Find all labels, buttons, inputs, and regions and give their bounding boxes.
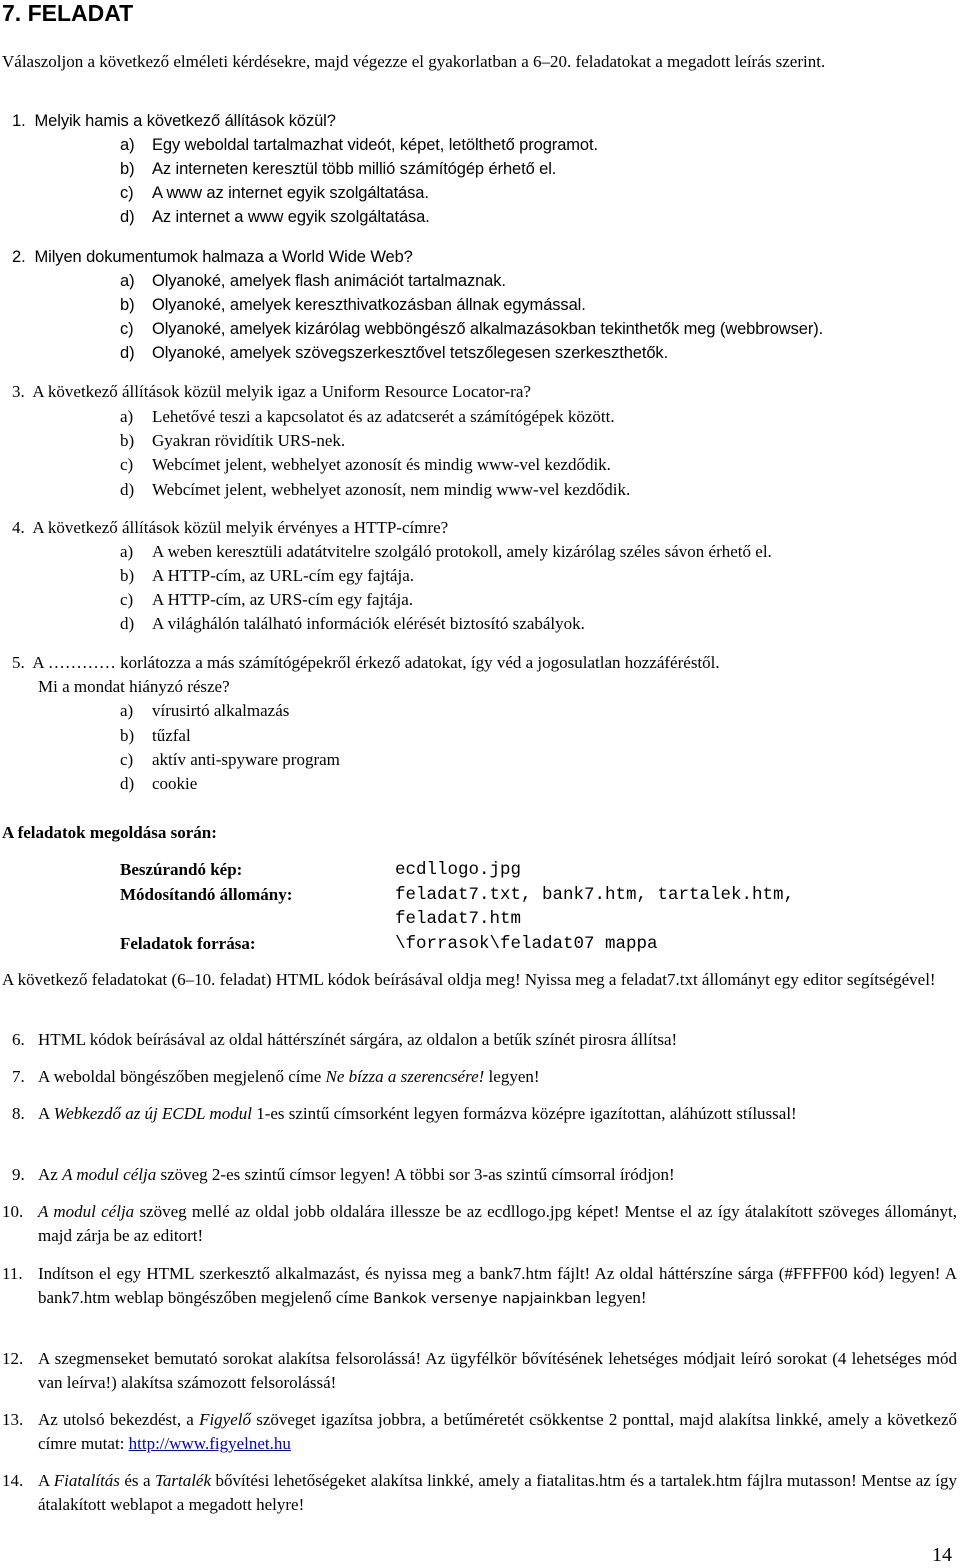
task-number: 9.	[12, 1165, 25, 1184]
page-title: 7. FELADAT	[2, 0, 134, 26]
modify-value-cont: feladat7.htm	[395, 909, 522, 929]
question-3-option-b: b) Gyakran rövidítik URS-nek.	[120, 431, 346, 450]
question-4-option-c: c) A HTTP-cím, az URS-cím egy fajtája.	[120, 590, 414, 609]
question-5-option-b: b) tűzfal	[120, 726, 191, 745]
source-value: \forrasok\feladat07 mappa	[395, 934, 658, 954]
task-8: 8. A Webkezdő az új ECDL modul 1-es szintű címsorként legyen formázva középre igazítottan, aláhúzott stílussal!	[12, 1102, 957, 1150]
question-2-option-c: c) Olyanoké, amelyek kizárólag webböngésző alkalmazásokban tekinthetők meg (webbrowser).	[120, 320, 824, 338]
task-number: 11.	[2, 1264, 23, 1283]
question-text: A ………… korlátozza a más számítógépekről érkező adatokat, így véd a jogosulatlan hozzáféréstől.	[32, 653, 720, 672]
task-number: 6.	[12, 1030, 25, 1049]
task-text: A szegmenseket bemutató sorokat alakítsa felsorolássá! Az ügyfélkör bővítésének lehetséges módjait leíró sorokat (4 lehetséges mód van leírva!) alakítsa számozott felsorolássá!	[38, 1349, 957, 1392]
question-4-option-b: b) A HTTP-cím, az URL-cím egy fajtája.	[120, 566, 414, 585]
question-3-option-d: d) Webcímet jelent, webhelyet azonosít, nem mindig www-vel kezdődik.	[120, 480, 631, 499]
task-11: 11. Indítson el egy HTML szerkesztő alkalmazást, és nyissa meg a bank7.htm fájlt! Az oldal háttérszíne sárga (#FFFF00 kód) legyen! A bank7.htm weblap böngészőben megjelenő címe Bankok versenye napjainkban legyen!	[2, 1264, 957, 1307]
emphasis-text: Webkezdő az új ECDL modul	[53, 1104, 252, 1123]
task-number: 12.	[2, 1349, 24, 1368]
image-value: ecdllogo.jpg	[395, 860, 522, 880]
question-1-option-b: b) Az interneten keresztül több millió számítógép érhető el.	[120, 160, 557, 178]
question-1-option-c: c) A www az internet egyik szolgáltatása.	[120, 184, 429, 202]
task-number: 8.	[12, 1104, 25, 1123]
solution-heading: A feladatok megoldása során:	[2, 823, 217, 842]
question-3-option-c: c) Webcímet jelent, webhelyet azonosít és mindig www-vel kezdődik.	[120, 455, 611, 474]
task-number: 10.	[2, 1202, 24, 1221]
emphasis-text: Figyelő	[199, 1410, 251, 1429]
intro-paragraph: Válaszoljon a következő elméleti kérdésekre, majd végezze el gyakorlatban a 6–20. feladatokat a megadott leírás szerint.	[2, 52, 826, 71]
modify-label: Módosítandó állomány:	[120, 885, 293, 904]
question-5-subtext: Mi a mondat hiányzó része?	[38, 677, 230, 696]
question-4-option-d: d) A világhálón található információk elérését biztosító szabályok.	[120, 614, 585, 633]
question-1-option-a: a) Egy weboldal tartalmazhat videót, képet, letölthető programot.	[120, 136, 598, 154]
task-9: 9. Az A modul célja szöveg 2-es szintű címsor legyen! A többi sor 3-as szintű címsorral íródjon!	[12, 1163, 957, 1187]
question-2-option-d: d) Olyanoké, amelyek szövegszerkesztővel tetszőlegesen szerkeszthetők.	[120, 344, 669, 362]
task-12	[2, 1347, 957, 1395]
question-5	[12, 651, 957, 675]
task-10: 10. A modul célja szöveg mellé az oldal jobb oldalára illessze be az ecdllogo.jpg képet! Mentse el az így átalakított szöveges állományt, majd zárja be az editort!	[2, 1202, 957, 1245]
instructions-paragraph: A következő feladatokat (6–10. feladat) HTML kódok beírásával oldja meg! Nyissa meg a feladat7.txt állományt egy editor segítségével!	[2, 970, 936, 989]
task-text: HTML kódok beírásával az oldal háttérszínét sárgára, az oldalon a betűk színét pirosra állítsa!	[38, 1030, 678, 1049]
task-number: 14.	[2, 1471, 24, 1490]
question-3-option-a: a) Lehetővé teszi a kapcsolatot és az adatcserét a számítógépek között.	[120, 407, 615, 426]
page-title-value: Bankok versenye napjainkban	[373, 1291, 592, 1307]
task-number: 7.	[12, 1067, 25, 1086]
question-number: 3.	[12, 382, 25, 401]
emphasis-text: A modul célja	[38, 1202, 135, 1221]
task-6	[12, 1028, 957, 1052]
question-text: Melyik hamis a következő állítások közül?	[34, 112, 336, 130]
question-number: 1.	[12, 112, 26, 130]
question-2	[12, 245, 413, 269]
emphasis-text: Ne bízza a szerencsére!	[325, 1067, 485, 1086]
question-2-option-a: a) Olyanoké, amelyek flash animációt tartalmaznak.	[120, 272, 506, 290]
question-5-option-c: c) aktív anti-spyware program	[120, 750, 340, 769]
emphasis-text: Fiatalítás	[53, 1471, 120, 1490]
task-13: 13. Az utolsó bekezdést, a Figyelő szöveget igazítsa jobbra, a betűméretét csökkentse 2 ponttal, majd alakítsa linkké, amely a következő címre mutat: http://www.figyelnet.hu	[2, 1410, 957, 1453]
figyelnet-link[interactable]: http://www.figyelnet.hu	[128, 1434, 291, 1453]
question-1-option-d: d) Az internet a www egyik szolgáltatása.	[120, 208, 430, 226]
question-3	[12, 380, 531, 404]
question-text: Milyen dokumentumok halmaza a World Wide Web?	[34, 248, 413, 266]
question-4-option-a: a) A weben keresztüli adatátvitelre szolgáló protokoll, amely kizárólag széles sávon érhető el.	[120, 542, 772, 561]
source-label: Feladatok forrása:	[120, 934, 256, 953]
image-label: Beszúrandó kép:	[120, 860, 243, 879]
question-1	[12, 109, 336, 133]
modify-value: feladat7.txt, bank7.htm, tartalek.htm,	[395, 885, 795, 905]
question-5-option-a: a) vírusirtó alkalmazás	[120, 701, 290, 720]
task-number: 13.	[2, 1410, 24, 1429]
question-4	[12, 516, 448, 540]
emphasis-text: Tartalék	[154, 1471, 212, 1490]
task-14: 14. A Fiatalítás és a Tartalék bővítési lehetőségeket alakítsa linkké, amely a fiatalitas.htm és a tartalek.htm fájlra mutasson! Mentse az így átalakított weblapot a megadott helyre!	[2, 1471, 957, 1514]
task-7: 7. A weboldal böngészőben megjelenő címe Ne bízza a szerencsére! legyen!	[12, 1065, 957, 1089]
question-text: A következő állítások közül melyik igaz a Uniform Resource Locator-ra?	[32, 382, 531, 401]
question-number: 4.	[12, 518, 25, 537]
question-5-option-d: d) cookie	[120, 774, 198, 793]
emphasis-text: A modul célja	[62, 1165, 157, 1184]
question-number: 2.	[12, 248, 26, 266]
question-2-option-b: b) Olyanoké, amelyek kereszthivatkozásban állnak egymással.	[120, 296, 586, 314]
page-number: 14	[932, 1544, 952, 1566]
question-number: 5.	[12, 653, 25, 672]
question-text: A következő állítások közül melyik érvényes a HTTP-címre?	[32, 518, 449, 537]
